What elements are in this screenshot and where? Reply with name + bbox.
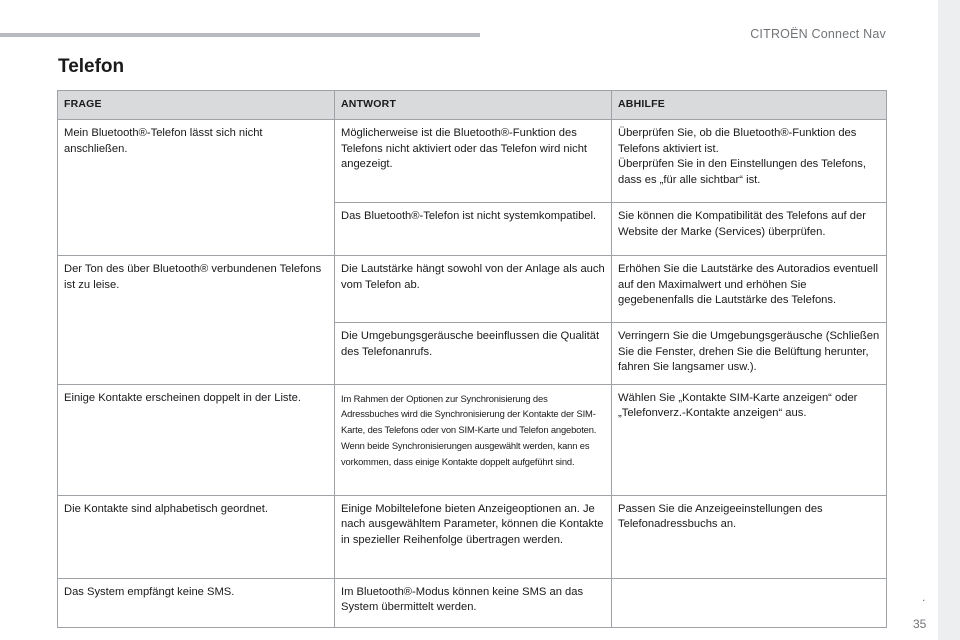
antwort-cell: Die Lautstärke hängt sowohl von der Anlage als auch vom Telefon ab. bbox=[335, 256, 612, 323]
column-header-antwort: ANTWORT bbox=[335, 91, 612, 120]
frage-cell: Mein Bluetooth®-Telefon lässt sich nicht anschließen. bbox=[58, 120, 335, 256]
abhilfe-cell: Verringern Sie die Umgebungsgeräusche (Schließen Sie die Fenster, drehen Sie die Belüftung herunter, fahren Sie langsamer usw.). bbox=[612, 323, 887, 385]
abhilfe-cell: Überprüfen Sie, ob die Bluetooth®-Funktion des Telefons aktiviert ist. Überprüfen Sie in den Einstellungen des Telefons, dass es „für alle sichtbar“ ist. bbox=[612, 120, 887, 203]
table-row bbox=[58, 256, 887, 323]
antwort-cell: Im Bluetooth®-Modus können keine SMS an das System übermittelt werden. bbox=[335, 578, 612, 627]
page-number: 35 bbox=[913, 617, 927, 631]
column-header-frage: FRAGE bbox=[58, 91, 335, 120]
abhilfe-cell: Sie können die Kompatibilität des Telefons auf der Website der Marke (Services) überprüfen. bbox=[612, 203, 887, 256]
abhilfe-cell: Wählen Sie „Kontakte SIM-Karte anzeigen“ oder „Telefonverz.-Kontakte anzeigen“ aus. bbox=[612, 384, 887, 495]
running-head: CITROËN Connect Nav bbox=[750, 27, 886, 41]
side-strip bbox=[938, 0, 960, 640]
page-title: Telefon bbox=[58, 56, 125, 77]
faq-table bbox=[57, 90, 887, 628]
continuation-mark: . bbox=[922, 590, 926, 604]
table-row bbox=[58, 120, 887, 203]
antwort-cell: Das Bluetooth®-Telefon ist nicht systemkompatibel. bbox=[335, 203, 612, 256]
column-header-abhilfe: ABHILFE bbox=[612, 91, 887, 120]
antwort-cell: Einige Mobiltelefone bieten Anzeigeoptionen an. Je nach ausgewähltem Parameter, können die Kontakte in spezieller Reihenfolge übertragen werden. bbox=[335, 495, 612, 578]
antwort-cell: Möglicherweise ist die Bluetooth®-Funktion des Telefons nicht aktiviert oder das Telefon wird nicht angezeigt. bbox=[335, 120, 612, 203]
antwort-cell: Im Rahmen der Optionen zur Synchronisierung des Adressbuches wird die Synchronisierung der Kontakte der SIM-Karte, des Telefons oder von SIM-Karte und Telefon angeboten. Wenn beide Synchronisierungen ausgewählt werden, kann es vorkommen, dass einige Kontakte doppelt aufgeführt sind. bbox=[335, 384, 612, 495]
frage-cell: Der Ton des über Bluetooth® verbundenen Telefons ist zu leise. bbox=[58, 256, 335, 385]
abhilfe-cell: Erhöhen Sie die Lautstärke des Autoradios eventuell auf den Maximalwert und erhöhen Sie gegebenenfalls die Lautstärke des Telefons. bbox=[612, 256, 887, 323]
table-header-row bbox=[58, 91, 887, 120]
header-rule bbox=[0, 33, 480, 37]
abhilfe-cell: Passen Sie die Anzeigeeinstellungen des Telefonadressbuchs an. bbox=[612, 495, 887, 578]
table-row bbox=[58, 495, 887, 578]
table-row bbox=[58, 578, 887, 627]
table-row bbox=[58, 384, 887, 495]
antwort-cell: Die Umgebungsgeräusche beeinflussen die Qualität des Telefonanrufs. bbox=[335, 323, 612, 385]
frage-cell: Das System empfängt keine SMS. bbox=[58, 578, 335, 627]
abhilfe-cell bbox=[612, 578, 887, 627]
frage-cell: Die Kontakte sind alphabetisch geordnet. bbox=[58, 495, 335, 578]
frage-cell: Einige Kontakte erscheinen doppelt in der Liste. bbox=[58, 384, 335, 495]
